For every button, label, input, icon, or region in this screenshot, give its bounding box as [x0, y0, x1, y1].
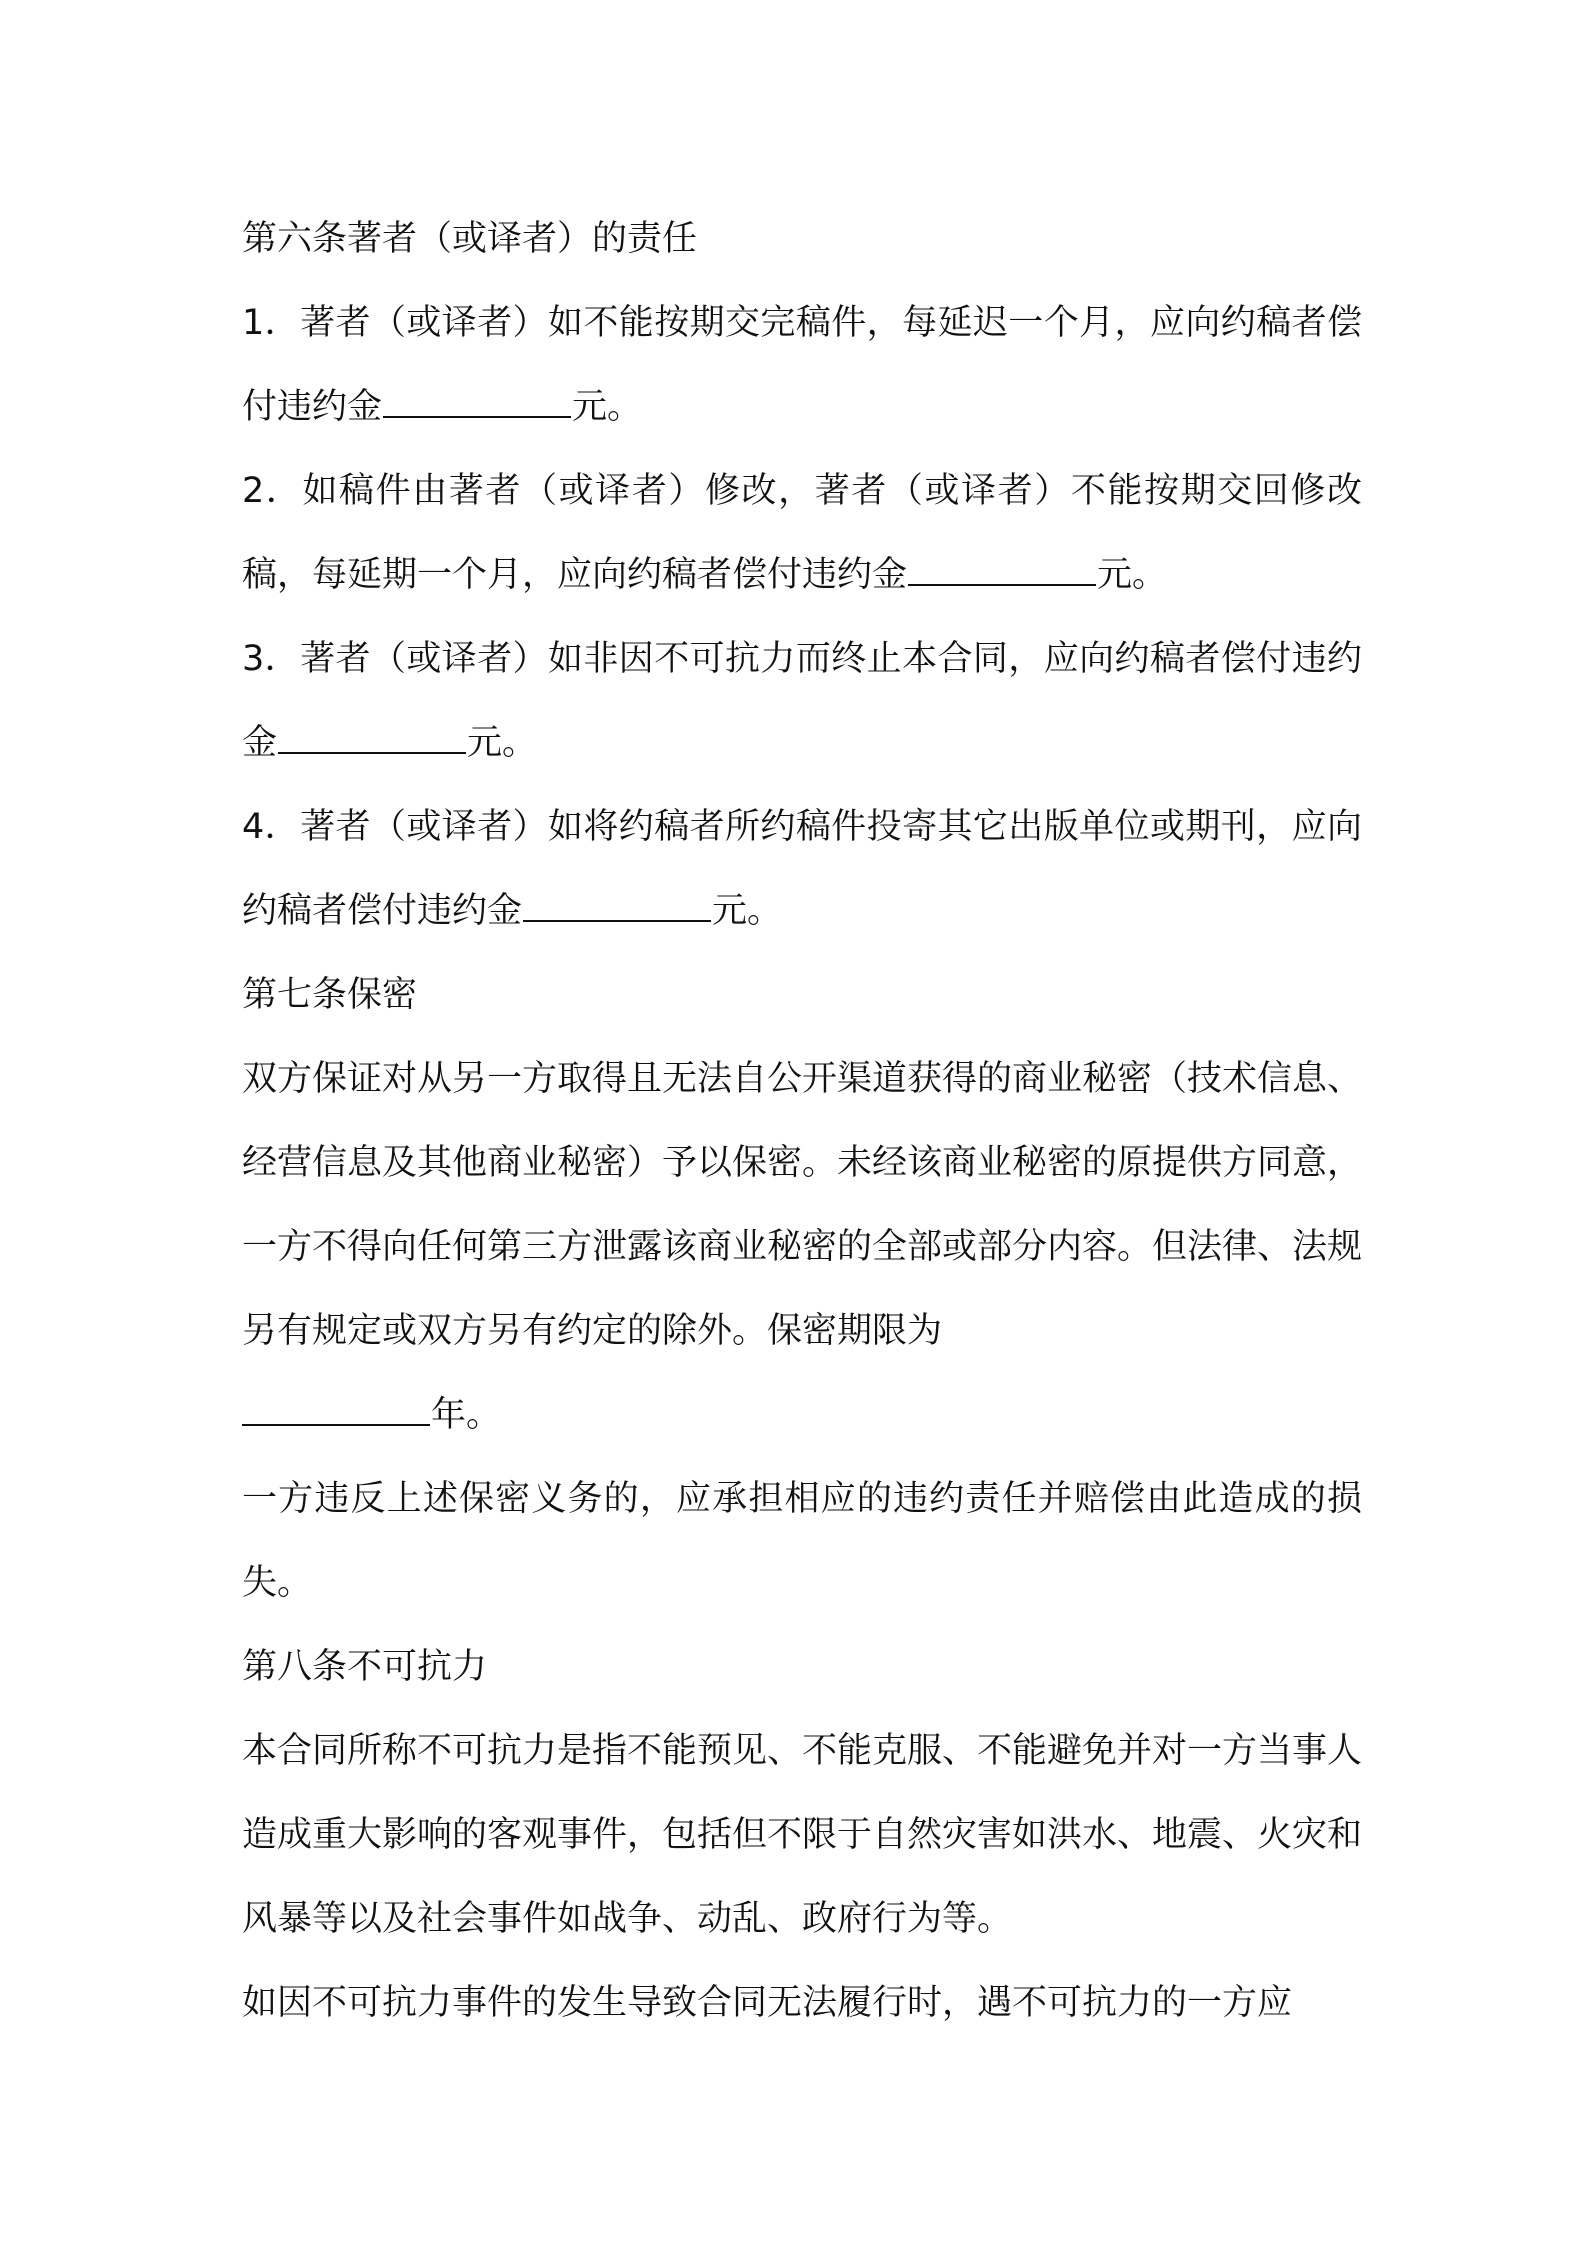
- article6-item3: [242, 617, 1362, 785]
- document-content: [242, 197, 1362, 2045]
- article6-item4-text: 4．著者（或译者）如将约稿者所约稿件投寄其它出版单位或期刊，应向约稿者偿付违约金: [242, 807, 1362, 931]
- article6-item2-unit: 元。: [1097, 555, 1168, 595]
- fill-blank: [908, 554, 1096, 586]
- article6-item2: [242, 449, 1362, 617]
- article7-para1-unit: 年。: [431, 1395, 502, 1435]
- article8-para2: 如因不可抗力事件的发生导致合同无法履行时，遇不可抗力的一方应: [242, 1983, 1293, 2023]
- article7-para1: [242, 1037, 1362, 1457]
- article7-para1-text: 双方保证对从另一方取得且无法自公开渠道获得的商业秘密（技术信息、经营信息及其他商业秘密）予以保密。未经该商业秘密的原提供方同意，一方不得向任何第三方泄露该商业秘密的全部或部分内容。但法律、法规另有规定或双方另有约定的除外。保密期限为: [242, 1059, 1363, 1351]
- article6-item2-text: 2．如稿件由著者（或译者）修改，著者（或译者）不能按期交回修改稿，每延期一个月，应向约稿者偿付违约金: [242, 471, 1362, 595]
- article6-item1: [242, 281, 1362, 449]
- article6-item1-unit: 元。: [572, 387, 643, 427]
- article6-item4-unit: 元。: [712, 891, 783, 931]
- fill-blank: [383, 386, 571, 418]
- fill-blank: [242, 1394, 430, 1426]
- article7-title: 第七条保密: [242, 975, 418, 1015]
- article6-item4: [242, 785, 1362, 953]
- article8-title: 第八条不可抗力: [242, 1647, 488, 1687]
- article8-para1: 本合同所称不可抗力是指不能预见、不能克服、不能避免并对一方当事人造成重大影响的客观事件，包括但不限于自然灾害如洪水、地震、火灾和风暴等以及社会事件如战争、动乱、政府行为等。: [242, 1731, 1363, 1939]
- article6-item3-unit: 元。: [467, 723, 538, 763]
- fill-blank: [278, 722, 466, 754]
- article6-item3-text: 3．著者（或译者）如非因不可抗力而终止本合同，应向约稿者偿付违约金: [242, 639, 1362, 763]
- fill-blank: [523, 890, 711, 922]
- article7-para2: 一方违反上述保密义务的，应承担相应的违约责任并赔偿由此造成的损失。: [242, 1479, 1362, 1603]
- article6-title: 第六条著者（或译者）的责任: [242, 219, 698, 259]
- article6-item1-text: 1．著者（或译者）如不能按期交完稿件，每延迟一个月，应向约稿者偿付违约金: [242, 303, 1362, 427]
